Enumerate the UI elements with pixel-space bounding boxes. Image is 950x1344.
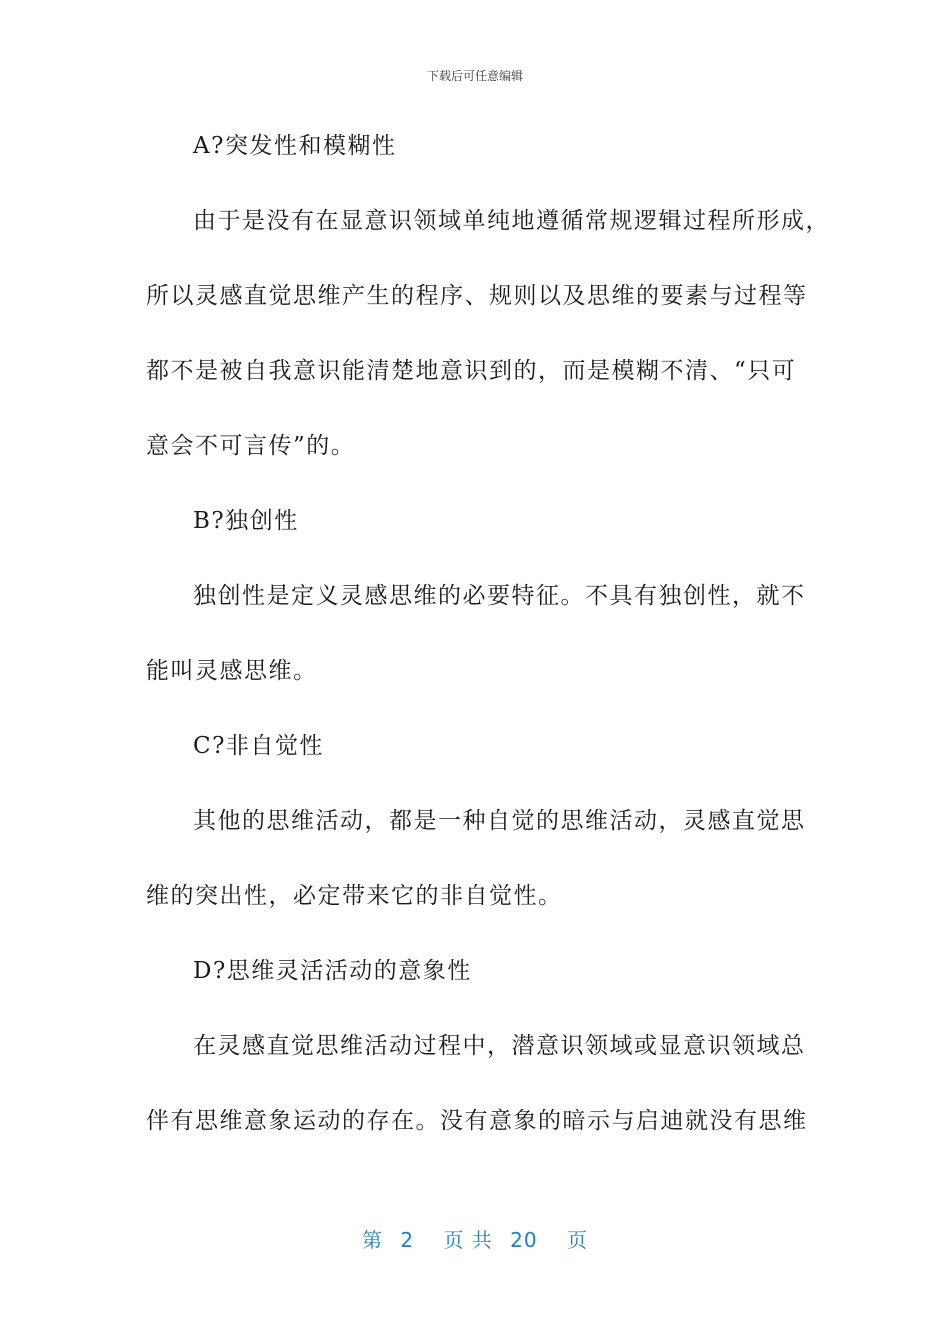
paragraph-line: 所以灵感直觉思维产生的程序、规则以及思维的要素与过程等 xyxy=(146,283,808,309)
section-heading: A?突发性和模糊性 xyxy=(193,133,397,159)
section-heading: C?非自觉性 xyxy=(193,733,324,759)
paragraph-line: 由于是没有在显意识领域单纯地遵循常规逻辑过程所形成， xyxy=(193,208,830,234)
paragraph-line: 都不是被自我意识能清楚地意识到的，而是模糊不清、“只可 xyxy=(146,358,797,384)
total-pages: 20 xyxy=(510,1228,538,1252)
section-heading: D?思维灵活活动的意象性 xyxy=(193,958,472,984)
paragraph-line: 意会不可言传”的。 xyxy=(146,433,356,459)
page-footer xyxy=(0,1224,950,1253)
paragraph-line: 维的突出性，必定带来它的非自觉性。 xyxy=(146,883,563,909)
page-number: 2 xyxy=(400,1228,415,1252)
section-heading: B?独创性 xyxy=(193,508,299,534)
header-note: 下载后可任意编辑 xyxy=(426,69,523,83)
page-prefix: 第 xyxy=(362,1228,383,1252)
paragraph-line: 在灵感直觉思维活动过程中，潜意识领域或显意识领域总 xyxy=(193,1033,806,1059)
paragraph-line: 其他的思维活动，都是一种自觉的思维活动，灵感直觉思 xyxy=(193,808,806,834)
paragraph-line: 独创性是定义灵感思维的必要特征。不具有独创性，就不 xyxy=(193,583,806,609)
document-body xyxy=(146,124,830,1174)
page-suffix: 页 xyxy=(566,1228,588,1252)
paragraph-line: 能叫灵感思维。 xyxy=(146,658,318,684)
paragraph-line: 伴有思维意象运动的存在。没有意象的暗示与启迪就没有思维 xyxy=(146,1108,808,1134)
page-mid: 页 共 xyxy=(443,1228,493,1252)
